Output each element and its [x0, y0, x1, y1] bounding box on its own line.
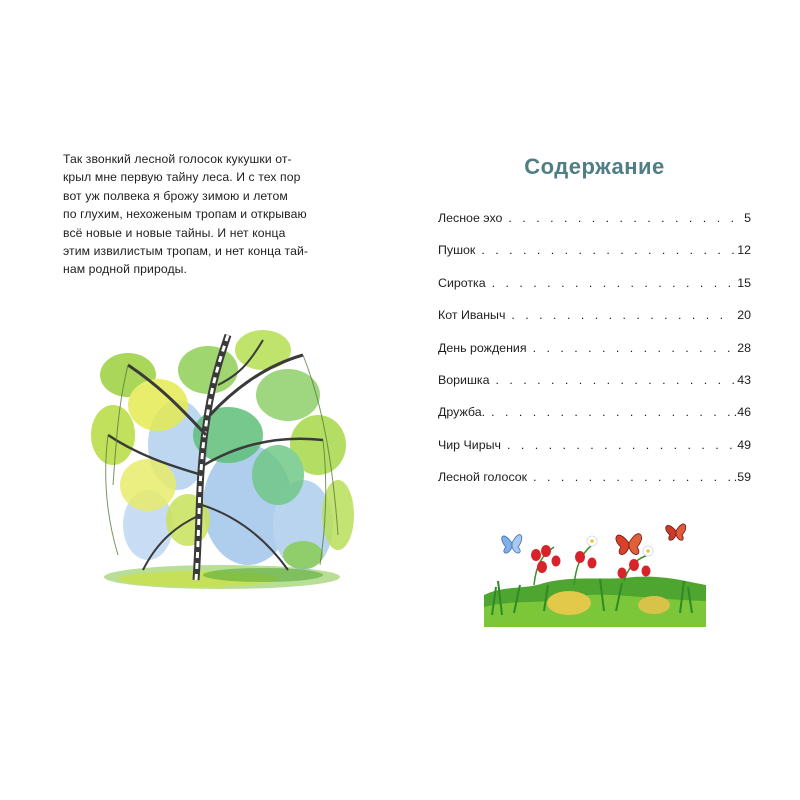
toc-entry-page: 5: [744, 211, 751, 225]
toc-entry-page: 43: [737, 372, 751, 387]
toc-dot-leader: [481, 237, 734, 263]
toc-entry[interactable]: [438, 399, 751, 431]
toc-entry-page: .46: [733, 405, 751, 420]
toc-entry-title: Сиротка: [438, 275, 486, 290]
toc-entry[interactable]: [438, 432, 751, 464]
toc-dot-leader: [533, 335, 735, 361]
story-paragraph: Так звонкий лесной голосок кукушки от- крыл мне первую тайну леса. И с тех пор вот уж полвека я брожу зимою и летом по глухим, нехоженым тропам и открываю всё новые и новые тайны. И нет конца этим извилистым тропам, и нет конца тай- нам родной природы.: [63, 152, 309, 277]
table-of-contents: [438, 205, 751, 497]
toc-entry-page: .59: [733, 470, 751, 485]
toc-entry-title: Дружба.: [438, 405, 486, 420]
toc-entry-title: Воришка: [438, 372, 490, 387]
toc-entry[interactable]: [438, 302, 751, 334]
toc-dot-leader: [491, 399, 731, 425]
toc-entry-page: 28: [737, 340, 751, 355]
toc-dot-leader: [492, 270, 735, 296]
toc-entry[interactable]: [438, 367, 751, 399]
toc-entry[interactable]: [438, 270, 751, 302]
toc-entry-page: 15: [737, 275, 751, 290]
birch-tree-illustration: [88, 325, 356, 590]
toc-entry-title: Чир Чирыч: [438, 437, 501, 452]
toc-entry-title: Лесной голосок: [438, 470, 528, 485]
toc-entry-title: Пушок: [438, 243, 476, 258]
toc-title: Содержание: [524, 154, 665, 179]
toc-dot-leader: [508, 205, 741, 231]
toc-entry[interactable]: [438, 237, 751, 269]
toc-dot-leader: [533, 464, 731, 490]
meadow-butterflies-strawberries-illustration: [484, 515, 706, 627]
toc-entry[interactable]: [438, 335, 751, 367]
toc-entry-page: 20: [737, 308, 751, 323]
toc-entry-page: 49: [737, 437, 751, 452]
toc-entry[interactable]: [438, 464, 751, 496]
toc-dot-leader: [507, 432, 734, 458]
toc-entry-title: Лесное эхо: [438, 211, 503, 225]
toc-entry-title: Кот Иваныч: [438, 308, 506, 323]
toc-entry-title: День рождения: [438, 340, 527, 355]
toc-entry-page: 12: [737, 243, 751, 258]
toc-dot-leader: [496, 367, 735, 393]
toc-entry[interactable]: [438, 205, 751, 237]
toc-dot-leader: [511, 302, 734, 328]
